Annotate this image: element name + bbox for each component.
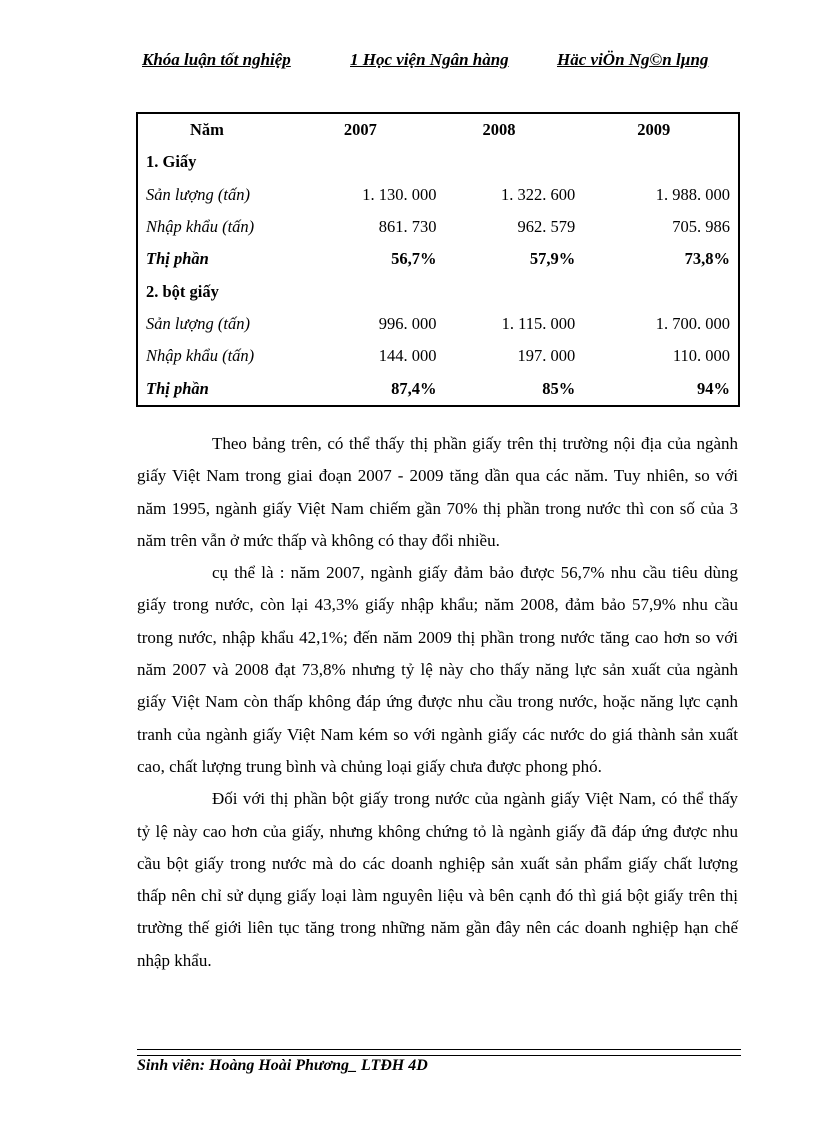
header-thesis-title: Khóa luận tốt nghiệp [142, 50, 291, 69]
page-header [137, 50, 737, 74]
table-cell: 1. 130. 000 [362, 184, 437, 204]
row-label: Nhập khẩu (tấn) [146, 346, 255, 366]
column-header-2009: 2009 [637, 120, 671, 140]
table-cell [322, 275, 445, 307]
table-cell: 1. 115. 000 [501, 313, 576, 333]
table-row [137, 275, 739, 307]
table-cell: 110. 000 [672, 346, 730, 366]
row-label: Sản lượng (tấn) [146, 184, 250, 204]
table-row [137, 243, 739, 275]
footer-student-name: Sinh viên: Hoàng Hoài Phương_ LTĐH 4D [137, 1057, 428, 1074]
table-cell [445, 275, 584, 307]
column-header-2008: 2008 [482, 120, 516, 140]
table-cell: 56,7% [391, 249, 437, 269]
table-cell: 85% [542, 378, 576, 398]
table-cell: 1. 322. 600 [501, 184, 576, 204]
table-cell: 1. 700. 000 [655, 313, 730, 333]
table-cell [583, 146, 739, 178]
table-cell [445, 146, 584, 178]
column-header-2007: 2007 [343, 120, 377, 140]
table-row [137, 372, 739, 405]
table-row [137, 179, 739, 211]
table-cell: 962. 579 [517, 217, 576, 237]
row-label: Nhập khẩu (tấn) [146, 217, 255, 237]
table-cell: 705. 986 [672, 217, 730, 237]
table-header-row [137, 113, 739, 146]
table-cell: 87,4% [391, 378, 437, 398]
paragraph: cụ thể là : năm 2007, ngành giấy đảm bảo được 56,7% nhu cầu tiêu dùng giấy trong nước, còn lại 43,3% giấy nhập khẩu; năm 2008, đảm bảo 57,9% nhu cầu trong nước, nhập khẩu 42,1%; đến năm 2009 thị phần trong nước tăng cao hơn so với năm 2007 và 2008 đạt 73,8% nhưng tỷ lệ này cho thấy năng lực sản xuất của ngành giấy Việt Nam còn thấp không đáp ứng được nhu cầu trong nước, hoặc năng lực cạnh tranh của ngành giấy Việt Nam kém so với ngành giấy các nước do giá thành sản xuất cao, chất lượng trung bình và chủng loại giấy chưa được phong phó. [137, 563, 738, 776]
row-label: Sản lượng (tấn) [146, 313, 250, 333]
table-row [137, 308, 739, 340]
row-label: Thị phần [146, 249, 209, 269]
table-cell: 197. 000 [517, 346, 576, 366]
header-institution-garbled: Häc viÖn Ng©n lµng [557, 50, 709, 69]
table-cell: 57,9% [529, 249, 576, 269]
table-cell: 861. 730 [378, 217, 437, 237]
table-row [137, 340, 739, 372]
table-row [137, 146, 739, 178]
column-header-year: Năm [190, 120, 224, 140]
body-text [137, 428, 738, 977]
paragraph: Đối với thị phần bột giấy trong nước của ngành giấy Việt Nam, có thể thấy tỷ lệ này cao hơn của giấy, nhưng không chứng tỏ là ngành giấy đã đáp ứng được nhu cầu bột giấy trong nước mà do các doanh nghiệp sản xuất sản phẩm giấy chất lượng thấp nên chỉ sử dụng giấy loại làm nguyên liệu và bên cạnh đó thì giá bột giấy trên thị trường thế giới liên tục tăng trong những năm gần đây nên các doanh nghiệp hạn chế nhập khẩu. [137, 789, 738, 970]
table-cell: 94% [697, 378, 730, 398]
table-cell [583, 275, 739, 307]
table-row [137, 211, 739, 243]
row-label: Thị phần [146, 378, 209, 398]
table-cell: 73,8% [684, 249, 730, 269]
section-paper-label: 1. Giấy [146, 152, 197, 172]
paragraph: Theo bảng trên, có thể thấy thị phần giấy trên thị trường nội địa của ngành giấy Việt Nam trong giai đoạn 2007 - 2009 tăng dần qua các năm. Tuy nhiên, so với năm 1995, ngành giấy Việt Nam chiếm gần 70% thị phần trong nước thì con số của 3 năm trên vẫn ở mức thấp và không có thay đổi nhiều. [137, 434, 738, 550]
section-pulp-label: 2. bột giấy [146, 281, 219, 301]
table-cell: 144. 000 [378, 346, 437, 366]
table-cell: 1. 988. 000 [655, 184, 730, 204]
market-share-table [136, 112, 740, 407]
table-cell: 996. 000 [378, 313, 437, 333]
header-institution: 1 Học viện Ngân hàng [350, 50, 509, 69]
footer-divider [137, 1049, 741, 1056]
table-cell [322, 146, 445, 178]
